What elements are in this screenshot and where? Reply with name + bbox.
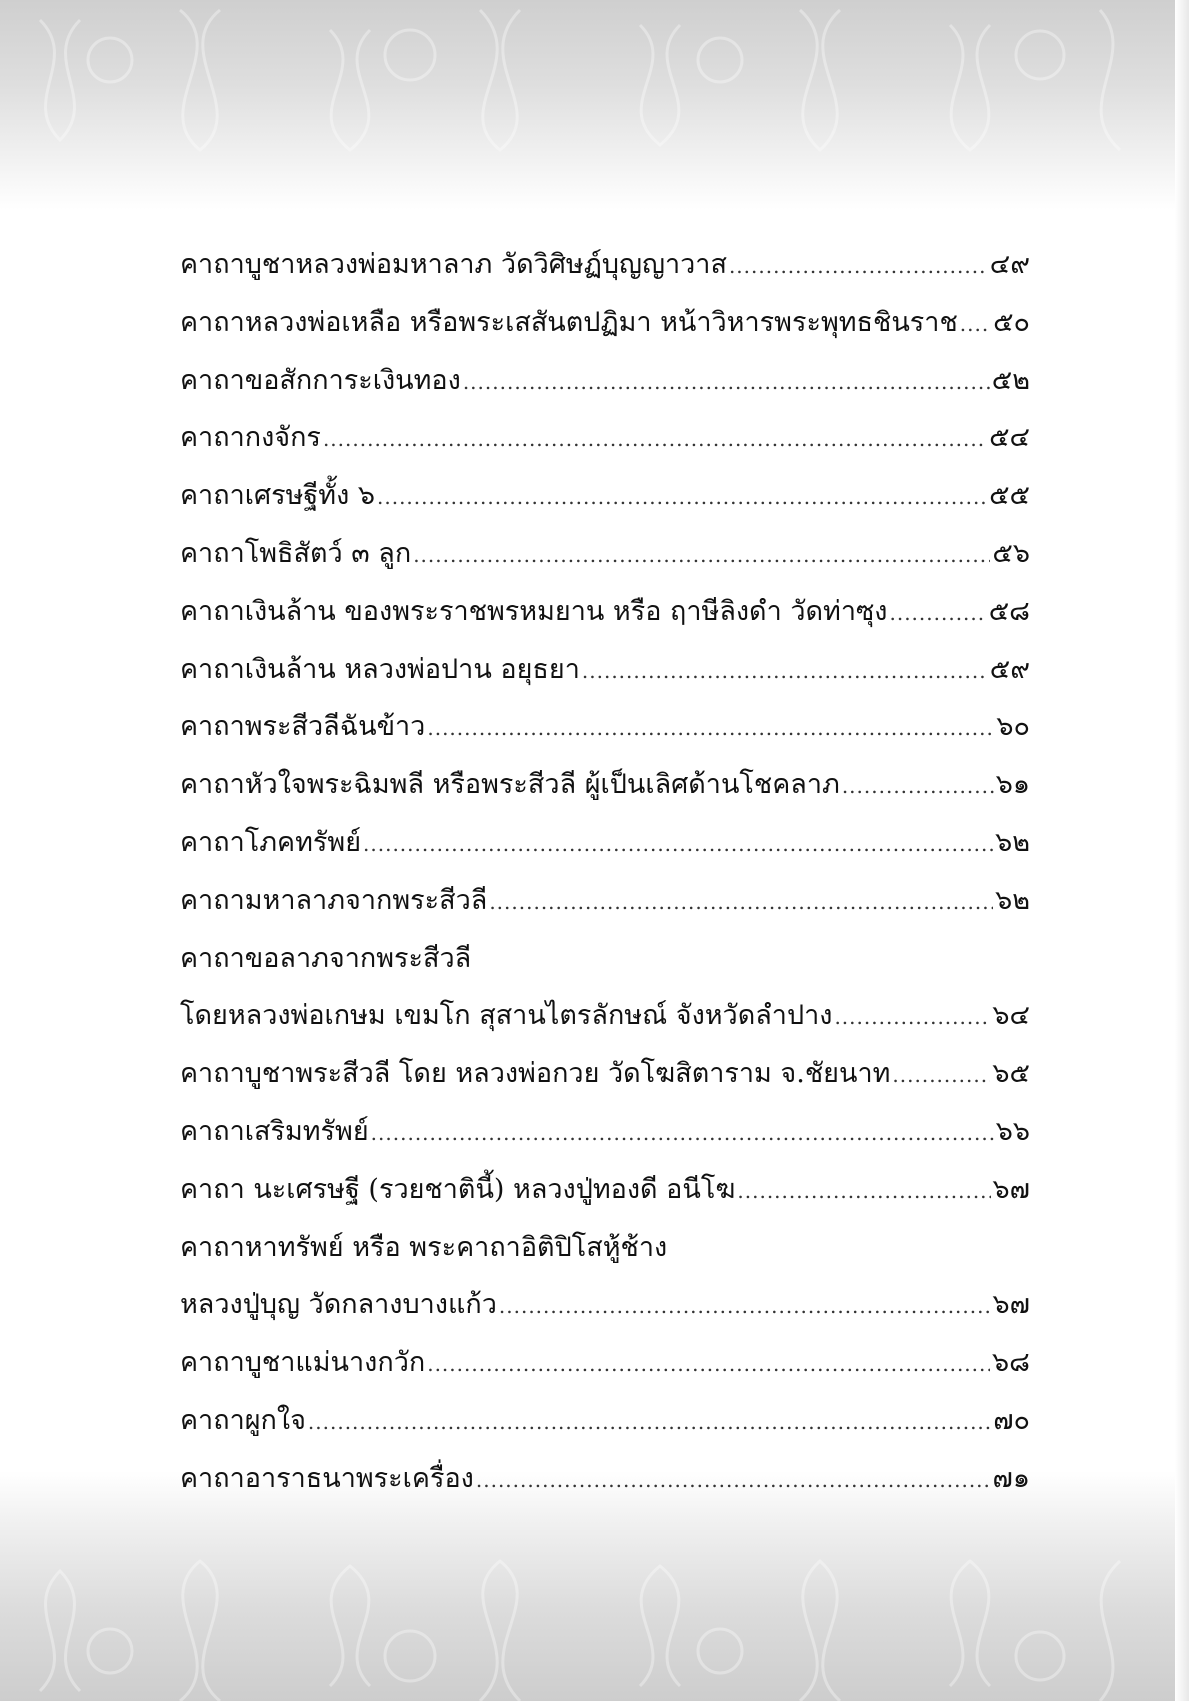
toc-entry-title: หลวงปู่บุญ วัดกลางบางแก้ว xyxy=(180,1289,497,1321)
toc-entry-title: คาถาบูชาพระสีวลี โดย หลวงพ่อกวย วัดโฆสิตาราม จ.ชัยนาท xyxy=(180,1058,891,1090)
toc-dot-leader xyxy=(413,527,990,585)
toc-entry-title: คาถาหลวงพ่อเหลือ หรือพระเสสันตปฏิมา หน้าวิหารพระพุทธชินราช xyxy=(180,306,958,338)
toc-entry xyxy=(180,756,1030,814)
toc-entry xyxy=(180,1219,1030,1277)
toc-entry-page: ๖๒ xyxy=(995,884,1030,916)
toc-dot-leader xyxy=(489,874,993,932)
toc-entry xyxy=(180,1450,1030,1508)
toc-entry xyxy=(180,1392,1030,1450)
toc-entry xyxy=(180,236,1030,294)
toc-entry-page: ๗๑ xyxy=(992,1462,1030,1494)
toc-entry-title: คาถาผูกใจ xyxy=(180,1404,306,1436)
toc-entry-title: คาถาหัวใจพระฉิมพลี หรือพระสีวลี ผู้เป็นเลิศด้านโชคลาภ xyxy=(180,769,840,801)
toc-entry-page: ๖๕ xyxy=(992,1058,1030,1090)
toc-dot-leader xyxy=(363,816,993,874)
toc-dot-leader xyxy=(371,1105,994,1163)
toc-entry-page: ๕๔ xyxy=(989,422,1030,454)
toc-dot-leader xyxy=(889,585,986,643)
toc-entry-title: คาถากงจักร xyxy=(180,422,321,454)
header-ornament-band xyxy=(0,0,1189,210)
toc-entry xyxy=(180,294,1030,352)
toc-entry-page: ๗๐ xyxy=(993,1404,1030,1436)
toc-dot-leader xyxy=(892,1047,990,1105)
toc-entry-title: คาถาเงินล้าน ของพระราชพรหมยาน หรือ ฤาษีลิงดำ วัดท่าซุง xyxy=(180,595,888,627)
toc-entry-title: คาถาเศรษฐีทั้ง ๖ xyxy=(180,480,375,512)
toc-entry-title: คาถาเงินล้าน หลวงพ่อปาน อยุธยา xyxy=(180,653,580,685)
toc-dot-leader xyxy=(476,1452,991,1510)
toc-entry-title: คาถาขอลาภจากพระสีวลี xyxy=(180,942,472,974)
toc-dot-leader xyxy=(427,1336,990,1394)
toc-entry-page: ๕๘ xyxy=(988,595,1030,627)
toc-entry-title: คาถา นะเศรษฐี (รวยชาตินี้) หลวงปู่ทองดี อนีโฆ xyxy=(180,1173,736,1205)
toc-dot-leader xyxy=(499,1278,991,1336)
toc-entry-title: คาถาบูชาแม่นางกวัก xyxy=(180,1347,426,1379)
toc-entry-page: ๕๙ xyxy=(989,653,1030,685)
damask-pattern-top xyxy=(0,0,1189,210)
toc-entry xyxy=(180,1103,1030,1161)
toc-dot-leader xyxy=(960,296,991,354)
toc-entry xyxy=(180,352,1030,410)
toc-entry-page: ๕๖ xyxy=(992,537,1030,569)
table-of-contents xyxy=(180,236,1030,1508)
toc-entry-page: ๕๒ xyxy=(991,364,1030,396)
toc-entry-page: ๕๕ xyxy=(989,480,1030,512)
page-edge-shadow xyxy=(1175,0,1189,1701)
toc-dot-leader xyxy=(834,989,990,1047)
toc-entry xyxy=(180,930,1030,988)
toc-entry-title: คาถาขอสักการะเงินทอง xyxy=(180,364,461,396)
toc-entry-page: ๖๒ xyxy=(995,826,1030,858)
toc-entry xyxy=(180,872,1030,930)
toc-entry-title: คาถามหาลาภจากพระสีวลี xyxy=(180,884,488,916)
toc-entry-page: ๖๖ xyxy=(995,1115,1030,1147)
toc-entry xyxy=(180,1161,1030,1219)
toc-entry-page: ๖๐ xyxy=(996,711,1030,743)
toc-entry xyxy=(180,583,1030,641)
toc-dot-leader xyxy=(323,411,987,469)
toc-dot-leader xyxy=(308,1394,991,1452)
toc-entry-title: คาถาอาราธนาพระเครื่อง xyxy=(180,1462,474,1494)
toc-dot-leader xyxy=(737,1163,990,1221)
toc-entry xyxy=(180,1276,1030,1334)
toc-entry-page: ๔๙ xyxy=(989,249,1030,280)
toc-entry xyxy=(180,987,1030,1045)
toc-entry xyxy=(180,409,1030,467)
toc-entry-title: โดยหลวงพ่อเกษม เขมโก สุสานไตรลักษณ์ จังหวัดลำปาง xyxy=(180,1000,833,1032)
toc-dot-leader xyxy=(729,238,988,296)
toc-entry xyxy=(180,814,1030,872)
toc-entry-title: คาถาหาทรัพย์ หรือ พระคาถาอิติปิโสหู้ช้าง xyxy=(180,1231,668,1263)
toc-dot-leader xyxy=(463,354,990,412)
toc-entry-title: คาถาโภคทรัพย์ xyxy=(180,826,362,858)
toc-entry-page: ๖๗ xyxy=(992,1289,1030,1321)
toc-dot-leader xyxy=(427,700,994,758)
toc-entry-page: ๖๘ xyxy=(992,1347,1030,1379)
toc-entry-title: คาถาโพธิสัตว์ ๓ ลูก xyxy=(180,537,412,569)
toc-entry xyxy=(180,641,1030,699)
toc-entry-page: ๖๑ xyxy=(995,769,1030,801)
toc-entry xyxy=(180,467,1030,525)
toc-entry xyxy=(180,1334,1030,1392)
toc-entry-page: ๕๐ xyxy=(993,306,1030,338)
toc-dot-leader xyxy=(842,758,994,816)
toc-entry-page: ๖๗ xyxy=(992,1173,1030,1205)
toc-dot-leader xyxy=(377,469,987,527)
toc-entry-title: คาถาพระสีวลีฉันข้าว xyxy=(180,711,426,743)
toc-entry-title: คาถาบูชาหลวงพ่อมหาลาภ วัดวิศิษฏ์บุญญาวาส xyxy=(180,249,727,280)
toc-entry-page: ๖๔ xyxy=(992,1000,1030,1032)
toc-entry xyxy=(180,1045,1030,1103)
toc-entry xyxy=(180,698,1030,756)
toc-dot-leader xyxy=(582,643,988,701)
toc-entry-title: คาถาเสริมทรัพย์ xyxy=(180,1115,369,1147)
toc-entry xyxy=(180,525,1030,583)
